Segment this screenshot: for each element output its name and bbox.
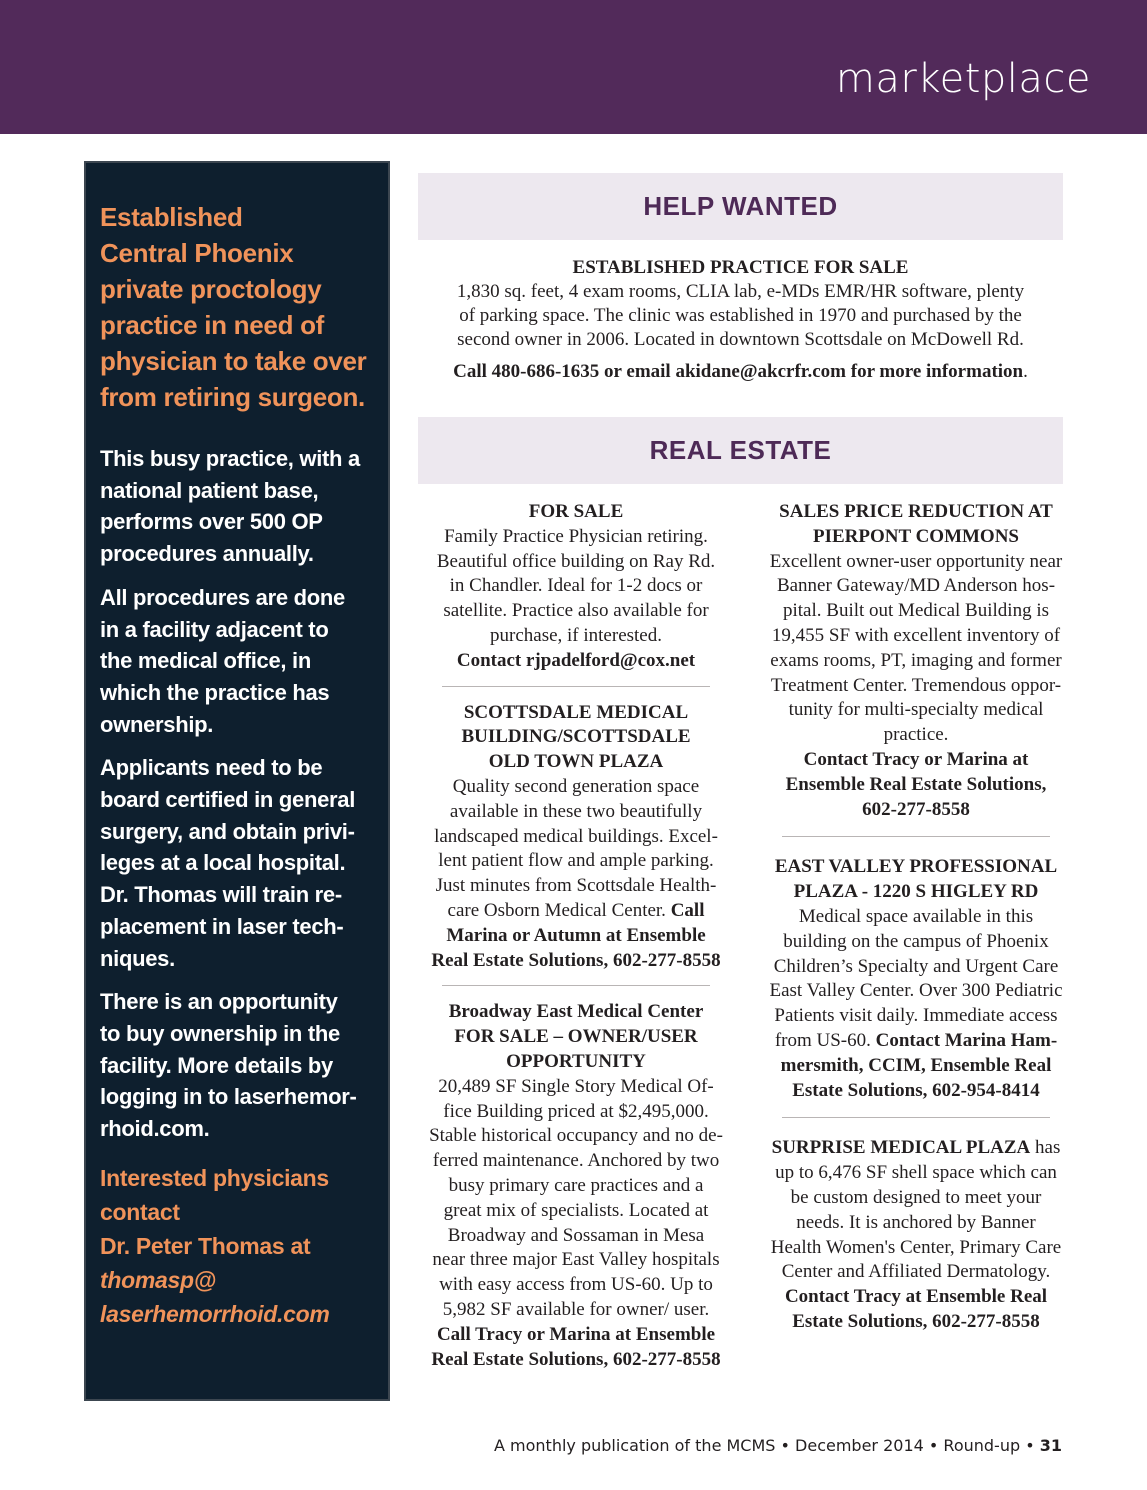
listing-body-line: Family Practice Physician retiring. <box>444 525 708 547</box>
sidebar-line: which the practice has <box>100 679 330 705</box>
listing-body-line: Banner Gateway/MD Anderson hos- <box>776 575 1056 597</box>
listing-body-line: Stable historical occupancy and no de- <box>429 1125 723 1147</box>
listing-body-line: landscaped medical buildings. Excel- <box>434 825 718 847</box>
help-wanted-heading: HELP WANTED <box>418 173 1063 240</box>
sidebar-line: in a facility adjacent to <box>100 616 329 642</box>
listing-body-line: Treatment Center. Tremendous oppor- <box>770 674 1062 696</box>
page-number: 31 <box>1039 1436 1062 1455</box>
listing-contact: Real Estate Solutions, 602-277-8558 <box>431 1348 721 1370</box>
listing-body-line: Patients visit daily. Immediate access <box>774 1005 1058 1027</box>
listing-title: SURPRISE MEDICAL PLAZA <box>771 1137 1031 1159</box>
listing-contact-start: Call <box>670 899 705 921</box>
listing-title: SALES PRICE REDUCTION AT <box>779 501 1053 522</box>
sidebar-paragraph-facility <box>100 582 388 741</box>
listing-body-line: satellite. Practice also available for <box>443 600 709 622</box>
listing-body-line: near three major East Valley hospitals <box>432 1249 720 1271</box>
listing-contact: Ensemble Real Estate Solutions, <box>785 773 1047 795</box>
sidebar-email-line[interactable]: laserhemorrhoid.com <box>100 1300 330 1327</box>
footer-text: A monthly publication of the MCMS • December 2014 • Round-up • <box>494 1436 1040 1455</box>
sidebar-paragraph-ownership <box>100 986 388 1145</box>
listing-body-line: great mix of specialists. Located at <box>443 1199 709 1221</box>
listing-title: PLAZA - 1220 S HIGLEY RD <box>793 881 1039 903</box>
listing-divider <box>442 985 710 986</box>
listing-broadway-east <box>420 1000 732 1372</box>
real-estate-left-column <box>420 500 732 1372</box>
listing-body-line: Excellent owner-user opportunity near <box>769 550 1063 572</box>
listing-body-line: needs. It is anchored by Banner <box>796 1211 1036 1233</box>
listing-title: ESTABLISHED PRACTICE FOR SALE <box>572 257 909 278</box>
physician-wanted-sidebar <box>84 161 390 1401</box>
listing-body-line: up to 6,476 SF shell space which can <box>775 1162 1057 1184</box>
sidebar-line: There is an opportunity <box>100 989 338 1015</box>
listing-title: OLD TOWN PLAZA <box>488 751 664 773</box>
listing-contact <box>418 360 1063 384</box>
listing-body-line: second owner in 2006. Located in downtown Scottsdale on McDowell Rd. <box>457 329 1024 350</box>
listing-body-line <box>760 1029 1072 1054</box>
sidebar-line: This busy practice, with a <box>100 446 360 471</box>
listing-body-line: lent patient flow and ample parking. <box>438 850 714 872</box>
listing-body-line: 1,830 sq. feet, 4 exam rooms, CLIA lab, e-MDs EMR/HR software, plenty <box>456 281 1025 302</box>
sidebar-line: Dr. Thomas will train re- <box>100 882 342 908</box>
page-footer <box>494 1436 1062 1455</box>
listing-title: Broadway East Medical Center <box>448 1001 704 1023</box>
sidebar-line: board certified in general <box>100 787 356 813</box>
listing-contact: Real Estate Solutions, 602-277-8558 <box>431 949 721 971</box>
listing-contact: Marina or Autumn at Ensemble <box>446 924 706 946</box>
listing-east-valley-professional <box>760 855 1072 1103</box>
listing-title: EAST VALLEY PROFESSIONAL <box>774 856 1058 878</box>
listing-divider <box>442 686 710 687</box>
listing-contact-text: Call 480-686-1635 or email akidane@akcrfr.com for more information <box>453 361 1024 382</box>
listing-body-line: Medical space available in this <box>798 905 1034 927</box>
listing-contact: mersmith, CCIM, Ensemble Real <box>780 1054 1052 1076</box>
listing-contact-period: . <box>1023 361 1028 382</box>
listing-body-line: Health Women's Center, Primary Care <box>770 1236 1062 1258</box>
listing-contact: Estate Solutions, 602-277-8558 <box>792 1310 1040 1332</box>
sidebar-line: All procedures are done <box>100 584 345 610</box>
listing-body-line: 20,489 SF Single Story Medical Of- <box>438 1075 714 1097</box>
listing-body-line: with easy access from US-60. Up to <box>439 1274 713 1296</box>
listing-contact: Contact Tracy at Ensemble Real <box>784 1286 1048 1308</box>
listing-body-text: has <box>1030 1137 1061 1159</box>
sidebar-line: surgery, and obtain privi- <box>100 818 355 844</box>
sidebar-headline-line: practice in need of <box>100 310 325 340</box>
sidebar-line: niques. <box>100 945 175 971</box>
listing-surprise-medical <box>760 1136 1072 1334</box>
sidebar-headline-line: Central Phoenix <box>100 238 294 268</box>
listing-title: PIERPONT COMMONS <box>812 525 1019 547</box>
sidebar-line: leges at a local hospital. <box>100 850 346 876</box>
listing-body-line: ferred maintenance. Anchored by two <box>432 1150 720 1172</box>
listing-body-line: 19,455 SF with excellent inventory of <box>771 624 1061 646</box>
listing-lead-line <box>760 1136 1072 1161</box>
listing-body-line <box>420 899 732 924</box>
listing-contact-start: Contact Marina Ham- <box>875 1029 1058 1051</box>
listing-body-line: Beautiful office building on Ray Rd. <box>436 550 716 572</box>
sidebar-headline-line: physician to take over <box>100 346 367 376</box>
listing-body-line: Broadway and Sossaman in Mesa <box>447 1224 705 1246</box>
sidebar-paragraph-practice <box>100 443 388 570</box>
listing-body-text: care Osborn Medical Center. <box>447 899 671 921</box>
sidebar-contact-line: Dr. Peter Thomas at <box>100 1232 311 1259</box>
sidebar-line: ownership. <box>100 711 214 737</box>
listing-for-sale <box>420 500 732 674</box>
help-wanted-listing <box>418 256 1063 384</box>
sidebar-headline-line: Established <box>100 202 243 232</box>
listing-body-line: available in these two beautifully <box>449 800 703 822</box>
listing-body-line: tunity for multi-specialty medical <box>788 699 1044 721</box>
sidebar-line: facility. More details by <box>100 1052 333 1078</box>
listing-body-line: exams rooms, PT, imaging and former <box>770 649 1062 671</box>
header-band <box>0 0 1147 134</box>
listing-body-text: from US-60. <box>774 1029 876 1051</box>
listing-contact: Contact rjpadelford@cox.net <box>456 649 696 671</box>
listing-body-line: of parking space. The clinic was established in 1970 and purchased by the <box>459 305 1022 326</box>
listing-title: SCOTTSDALE MEDICAL <box>463 701 689 723</box>
listing-contact: 602-277-8558 <box>862 798 970 820</box>
sidebar-contact-line: contact <box>100 1198 180 1225</box>
section-title: marketplace <box>835 56 1091 102</box>
sidebar-headline <box>100 199 388 415</box>
sidebar-headline-line: private proctology <box>100 274 322 304</box>
sidebar-line: the medical office, in <box>100 648 312 674</box>
sidebar-line: Applicants need to be <box>100 755 323 781</box>
listing-scottsdale-medical <box>420 701 732 974</box>
sidebar-paragraph-requirements <box>100 752 388 974</box>
listing-title: OPPORTUNITY <box>506 1050 646 1072</box>
listing-contact: Estate Solutions, 602-954-8414 <box>792 1079 1040 1101</box>
sidebar-line: to buy ownership in the <box>100 1020 340 1046</box>
sidebar-contact-line: Interested physicians <box>100 1164 329 1191</box>
sidebar-line: placement in laser tech- <box>100 913 344 939</box>
listing-body-line: in Chandler. Ideal for 1-2 docs or <box>449 575 703 597</box>
listing-title: FOR SALE – OWNER/USER <box>454 1026 698 1048</box>
sidebar-email-line[interactable]: thomasp@ <box>100 1266 216 1293</box>
listing-pierpont-commons <box>760 500 1072 822</box>
listing-body-line: Children’s Specialty and Urgent Care <box>773 955 1059 977</box>
listing-body-line: purchase, if interested. <box>490 624 662 646</box>
listing-divider <box>782 1117 1050 1118</box>
sidebar-line: performs over 500 OP <box>100 509 323 535</box>
listing-body-line: be custom designed to meet your <box>790 1186 1042 1208</box>
listing-title: FOR SALE <box>528 501 624 522</box>
sidebar-line: logging in to laserhemor- <box>100 1084 357 1110</box>
listing-contact: Call Tracy or Marina at Ensemble <box>436 1323 716 1345</box>
listing-title: BUILDING/SCOTTSDALE <box>461 726 691 748</box>
listing-body-line: fice Building priced at $2,495,000. <box>443 1100 709 1122</box>
real-estate-right-column <box>760 500 1072 1335</box>
sidebar-line: procedures annually. <box>100 541 314 567</box>
sidebar-line: rhoid.com. <box>100 1116 210 1142</box>
real-estate-heading: REAL ESTATE <box>418 417 1063 484</box>
listing-body-line: Quality second generation space <box>452 775 700 797</box>
listing-body-line: Just minutes from Scottsdale Health- <box>435 875 717 897</box>
listing-contact: Contact Tracy or Marina at <box>803 748 1029 770</box>
sidebar-line: national patient base, <box>100 477 319 503</box>
listing-body-line: busy primary care practices and a <box>448 1174 704 1196</box>
listing-body-line: practice. <box>883 724 949 746</box>
listing-body-line: 5,982 SF available for owner/ user. <box>442 1298 710 1320</box>
listing-body-line: East Valley Center. Over 300 Pediatric <box>769 980 1063 1002</box>
listing-body-line: pital. Built out Medical Building is <box>783 600 1049 622</box>
listing-body-line: building on the campus of Phoenix <box>783 930 1049 952</box>
sidebar-headline-line: from retiring surgeon. <box>100 382 365 412</box>
listing-body-line: Center and Affiliated Dermatology. <box>781 1261 1051 1283</box>
listing-divider <box>782 836 1050 837</box>
sidebar-contact <box>100 1161 388 1331</box>
